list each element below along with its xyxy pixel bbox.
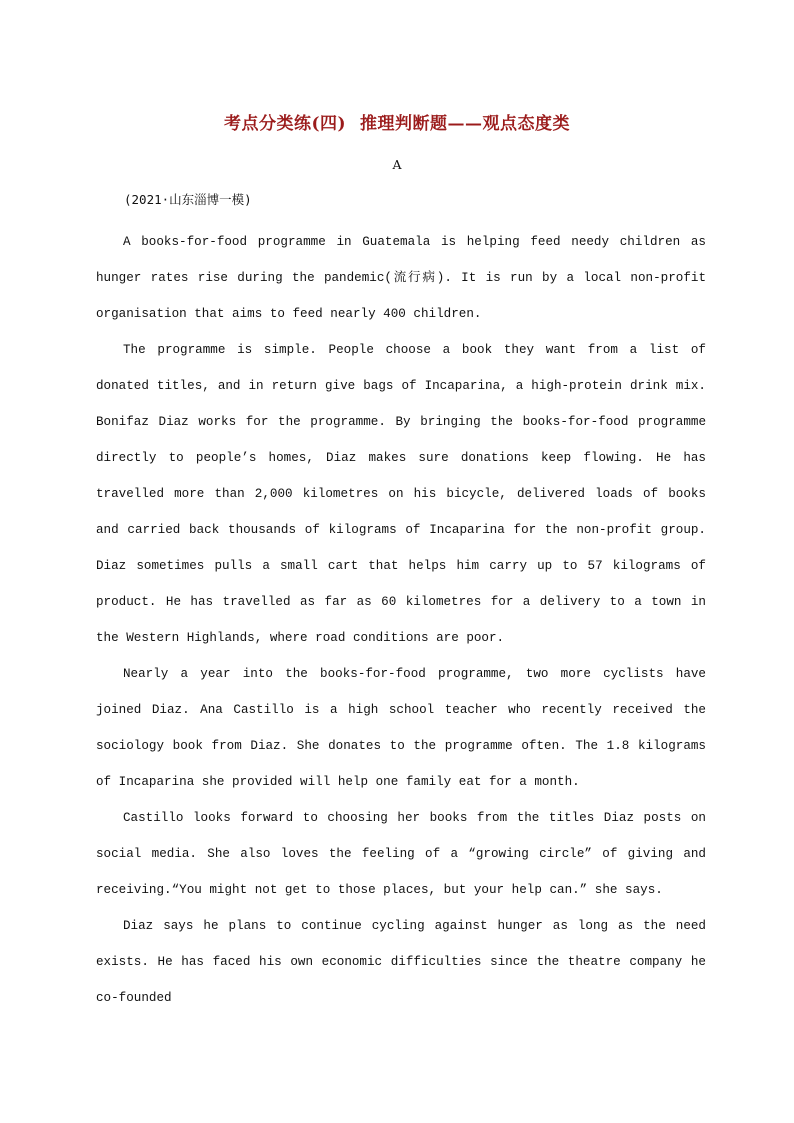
paragraph-5: Diaz says he plans to continue cycling against hunger as long as the need exists. He has faced his own economic difficulties since the theatre company he co-founded	[96, 919, 706, 1005]
paragraph-4: Castillo looks forward to choosing her books from the titles Diaz posts on social media. She also loves the feeling of a “growing circle” of giving and receiving.“You might not get to those places, but your help can.” she says.	[96, 811, 706, 897]
source-citation: (2021·山东淄博一模)	[124, 192, 252, 207]
page-title	[0, 109, 794, 134]
paragraph-1: A books-for-food programme in Guatemala is helping feed needy children as hunger rates rise during the pandemic(流行病). It is run by a local non-profit organisation that aims to feed nearly 400 children.	[96, 235, 706, 321]
section-label: A	[392, 157, 402, 172]
paragraph-2: The programme is simple. People choose a book they want from a list of donated titles, and in return give bags of Incaparina, a high-protein drink mix. Bonifaz Diaz works for the programme. By bringing the books-for-food programme directly to people’s homes, Diaz makes sure donations keep flowing. He has travelled more than 2,000 kilometres on his bicycle, delivered loads of books and carried back thousands of kilograms of Incaparina for the non-profit group. Diaz sometimes pulls a small cart that helps him carry up to 57 kilograms of product. He has travelled as far as 60 kilometres for a delivery to a town in the Western Highlands, where road conditions are poor.	[96, 343, 706, 645]
title-topic: 推理判断题——观点态度类	[360, 114, 571, 134]
article-body	[96, 224, 706, 1016]
paragraph-3: Nearly a year into the books-for-food programme, two more cyclists have joined Diaz. Ana Castillo is a high school teacher who recently received the sociology book from Diaz. She donates to the programme often. The 1.8 kilograms of Incaparina she provided will help one family eat for a month.	[96, 667, 706, 789]
title-category: 考点分类练(四)	[223, 114, 347, 134]
